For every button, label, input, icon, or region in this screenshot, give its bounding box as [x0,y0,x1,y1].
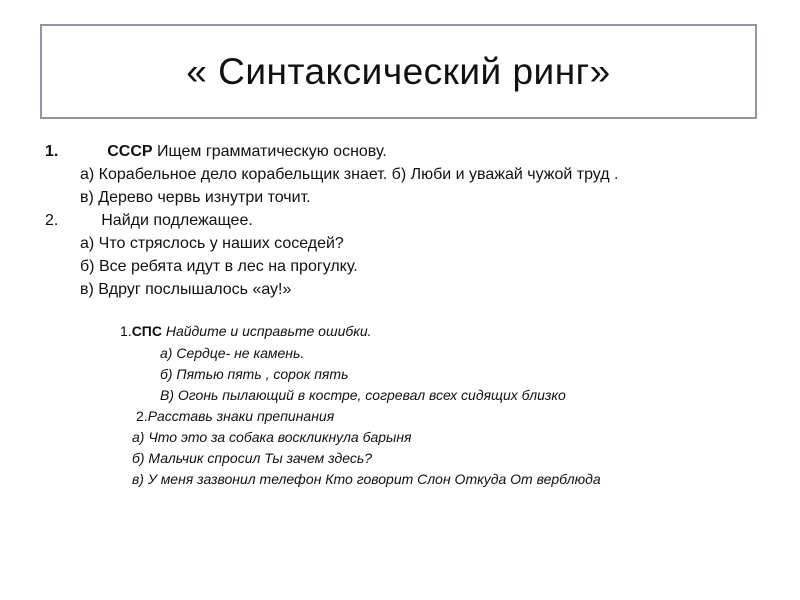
s1-task2-text: Найди подлежащее. [101,212,253,229]
s1-task2 [45,212,253,230]
s2-task1-line-a: а) Сердце- не камень. [160,345,305,361]
s1-task2-line-a: а) Что стряслось у наших соседей? [80,235,344,252]
s2-task1-number: 1. [120,323,132,339]
s2-task1-text: Найдите и исправьте ошибки. [161,323,372,339]
s2-task2-line-b: б) Мальчик спросил Ты зачем здесь? [132,450,372,466]
title-box [40,24,757,119]
s2-task2 [136,408,334,424]
slide-title: « Синтаксический ринг» [186,50,611,92]
s2-task1-line-b: б) Пятью пять , сорок пять [160,366,349,382]
s2-task2-text: Расставь знаки препинания [147,408,335,424]
s2-task2-line-a: а) Что это за собака воскликнула барыня [132,429,412,445]
s1-task1-line-v: в) Дерево червь изнутри точит. [80,189,311,206]
s1-task2-number: 2. [45,212,59,229]
s1-task1-line-a: а) Корабельное дело корабельщик знает. б) Люби и уважай чужой труд . [80,166,619,183]
s2-task1 [120,323,372,339]
s1-task1 [45,143,387,161]
s1-task2-line-v: в) Вдруг послышалось «ау!» [80,281,292,298]
s1-task1-label: СССР [107,143,153,160]
s2-task2-line-v: в) У меня зазвонил телефон Кто говорит Слон Откуда От верблюда [132,471,601,487]
s1-task1-text: Ищем грамматическую основу. [152,143,387,160]
s1-task1-number: 1. [45,143,59,160]
s2-task1-label: СПС [131,323,162,339]
s2-task1-line-v: В) Огонь пылающий в костре, согревал всех сидящих близко [160,387,566,403]
s2-task2-number: 2. [136,408,148,424]
s1-task2-line-b: б) Все ребята идут в лес на прогулку. [80,258,358,275]
